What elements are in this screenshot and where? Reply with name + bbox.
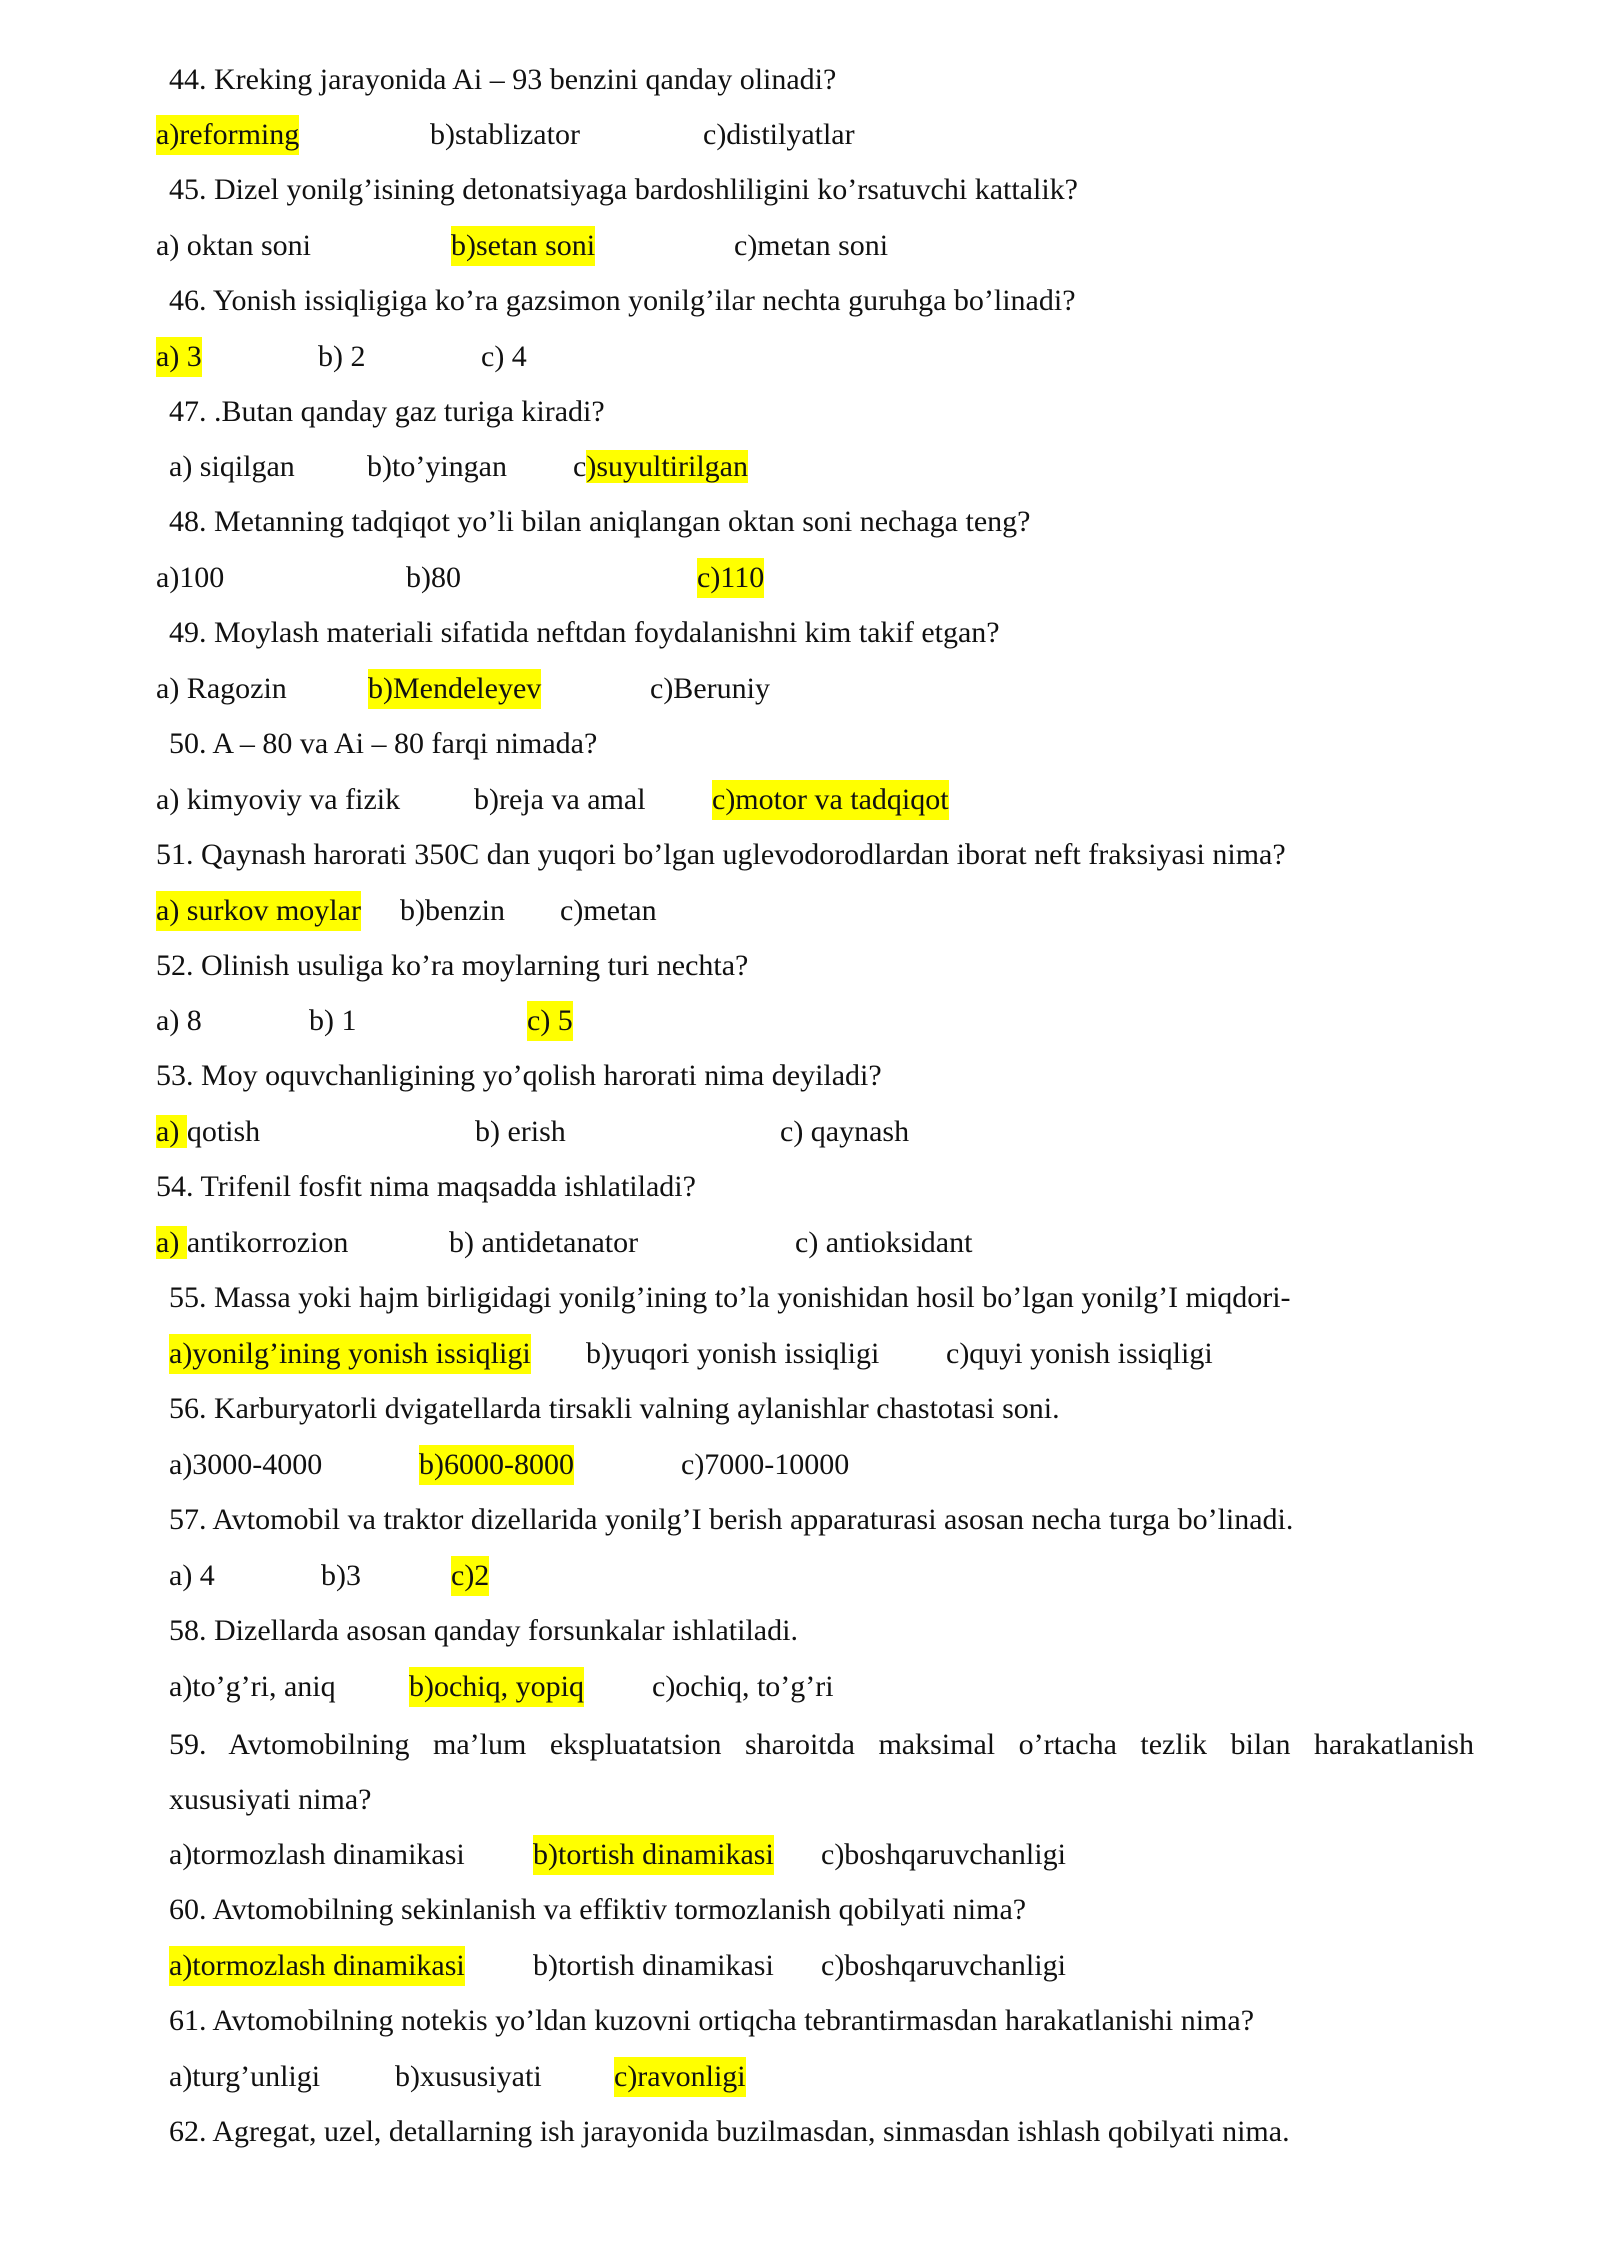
option-a-correct: a)tormozlash dinamikasi <box>169 1946 465 1986</box>
option-a-correct: a) 3 <box>156 337 202 377</box>
option-a: a)tormozlash dinamikasi <box>169 1838 465 1871</box>
option-b-correct: b)tortish dinamikasi <box>533 1835 774 1875</box>
option-c: c)boshqaruvchanligi <box>821 1949 1066 1982</box>
question-59-continued: xususiyati nima? <box>169 1783 372 1816</box>
option-c: c)7000-10000 <box>681 1448 850 1481</box>
option-c: c)quyi yonish issiqligi <box>946 1337 1213 1370</box>
option-b: b)stablizator <box>430 118 580 151</box>
option-c-correct <box>573 447 748 487</box>
option-b: b)3 <box>321 1559 361 1592</box>
option-b: b)80 <box>406 561 461 594</box>
question-47: 47. .Butan qanday gaz turiga kiradi? <box>169 395 605 428</box>
option-b: b) 1 <box>309 1004 357 1037</box>
option-b: b) 2 <box>318 340 366 373</box>
option-a-highlight: a) <box>156 1115 187 1148</box>
option-c: c)ochiq, to’g’ri <box>652 1670 834 1703</box>
question-53: 53. Moy oquvchanligining yo’qolish harorati nima deyiladi? <box>156 1059 882 1092</box>
question-59: 59. Avtomobilning ma’lum ekspluatatsion sharoitda maksimal o’rtacha tezlik bilan harakatlanish <box>169 1728 1474 1761</box>
question-49: 49. Moylash materiali sifatida neftdan foydalanishni kim takif etgan? <box>169 616 1000 649</box>
option-b: b)tortish dinamikasi <box>533 1949 774 1982</box>
question-44: 44. Kreking jarayonida Ai – 93 benzini qanday olinadi? <box>169 63 837 96</box>
option-a: a) 4 <box>169 1559 215 1592</box>
option-a-text: qotish <box>186 1115 261 1148</box>
option-a: a) siqilgan <box>169 450 295 483</box>
option-a: a)to’g’ri, aniq <box>169 1670 336 1703</box>
question-56: 56. Karburyatorli dvigatellarda tirsakli valning aylanishlar chastotasi soni. <box>169 1392 1060 1425</box>
question-50: 50. A – 80 va Ai – 80 farqi nimada? <box>169 727 598 760</box>
option-c: c)metan <box>560 894 657 927</box>
question-45: 45. Dizel yonilg’isining detonatsiyaga bardoshliligini ko’rsatuvchi kattalik? <box>169 173 1078 206</box>
option-c: c)Beruniy <box>650 672 770 705</box>
option-b: b) antidetanator <box>449 1226 639 1259</box>
option-a: a) Ragozin <box>156 672 287 705</box>
option-b-correct: b)ochiq, yopiq <box>409 1667 584 1707</box>
option-a-correct <box>156 1223 348 1263</box>
question-52: 52. Olinish usuliga ko’ra moylarning turi nechta? <box>156 949 749 982</box>
option-c-correct: c)motor va tadqiqot <box>712 780 949 820</box>
question-62: 62. Agregat, uzel, detallarning ish jarayonida buzilmasdan, sinmasdan ishlash qobilyati nima. <box>169 2115 1290 2148</box>
option-c-correct: c)110 <box>697 558 764 598</box>
option-a-correct: a)yonilg’ining yonish issiqligi <box>169 1334 531 1374</box>
option-b: b)benzin <box>400 894 505 927</box>
option-b: b)reja va amal <box>474 783 646 816</box>
option-c-correct: c)ravonligi <box>614 2057 746 2097</box>
question-51: 51. Qaynash harorati 350C dan yuqori bo’lgan uglevodorodlardan iborat neft fraksiyasi nima? <box>156 838 1286 871</box>
option-a: a)100 <box>156 561 225 594</box>
option-b: b)xususiyati <box>395 2060 542 2093</box>
question-61: 61. Avtomobilning notekis yo’ldan kuzovni ortiqcha tebrantirmasdan harakatlanishi nima? <box>169 2004 1255 2037</box>
option-a: a)turg’unligi <box>169 2060 321 2093</box>
question-46: 46. Yonish issiqligiga ko’ra gazsimon yonilg’ilar nechta guruhga bo’linadi? <box>169 284 1076 317</box>
option-a-correct: a)reforming <box>156 115 299 155</box>
option-a-correct <box>156 1112 260 1152</box>
option-a: a) oktan soni <box>156 229 311 262</box>
option-c-letter: c <box>573 450 587 483</box>
question-57: 57. Avtomobil va traktor dizellarida yonilg’I berish apparaturasi asosan necha turga bo’linadi. <box>169 1503 1294 1536</box>
option-a-text: antikorrozion <box>186 1226 349 1259</box>
option-b-correct: b)6000-8000 <box>419 1445 574 1485</box>
option-c: c) 4 <box>481 340 527 373</box>
question-54: 54. Trifenil fosfit nima maqsadda ishlatiladi? <box>156 1170 696 1203</box>
option-a: a) kimyoviy va fizik <box>156 783 401 816</box>
option-c: c)boshqaruvchanligi <box>821 1838 1066 1871</box>
option-b-correct: b)setan soni <box>451 226 595 266</box>
option-c-highlight: )suyultirilgan <box>586 450 748 483</box>
option-c: c) antioksidant <box>795 1226 973 1259</box>
option-c-correct: c) 5 <box>527 1001 573 1041</box>
question-55: 55. Massa yoki hajm birligidagi yonilg’ining to’la yonishidan hosil bo’lgan yonilg’I miqdori- <box>169 1281 1291 1314</box>
option-c: c)metan soni <box>734 229 889 262</box>
option-c: c)distilyatlar <box>703 118 855 151</box>
option-a: a)3000-4000 <box>169 1448 323 1481</box>
option-b: b)to’yingan <box>367 450 507 483</box>
option-c-correct: c)2 <box>451 1556 489 1596</box>
question-48: 48. Metanning tadqiqot yo’li bilan aniqlangan oktan soni nechaga teng? <box>169 505 1031 538</box>
option-a: a) 8 <box>156 1004 202 1037</box>
option-b: b)yuqori yonish issiqligi <box>586 1337 880 1370</box>
question-58: 58. Dizellarda asosan qanday forsunkalar ishlatiladi. <box>169 1614 798 1647</box>
option-a-highlight: a) <box>156 1226 187 1259</box>
option-b: b) erish <box>475 1115 566 1148</box>
option-a-correct: a) surkov moylar <box>156 891 361 931</box>
question-60: 60. Avtomobilning sekinlanish va effiktiv tormozlanish qobilyati nima? <box>169 1893 1027 1926</box>
option-c: c) qaynash <box>780 1115 910 1148</box>
option-b-correct: b)Mendeleyev <box>368 669 541 709</box>
